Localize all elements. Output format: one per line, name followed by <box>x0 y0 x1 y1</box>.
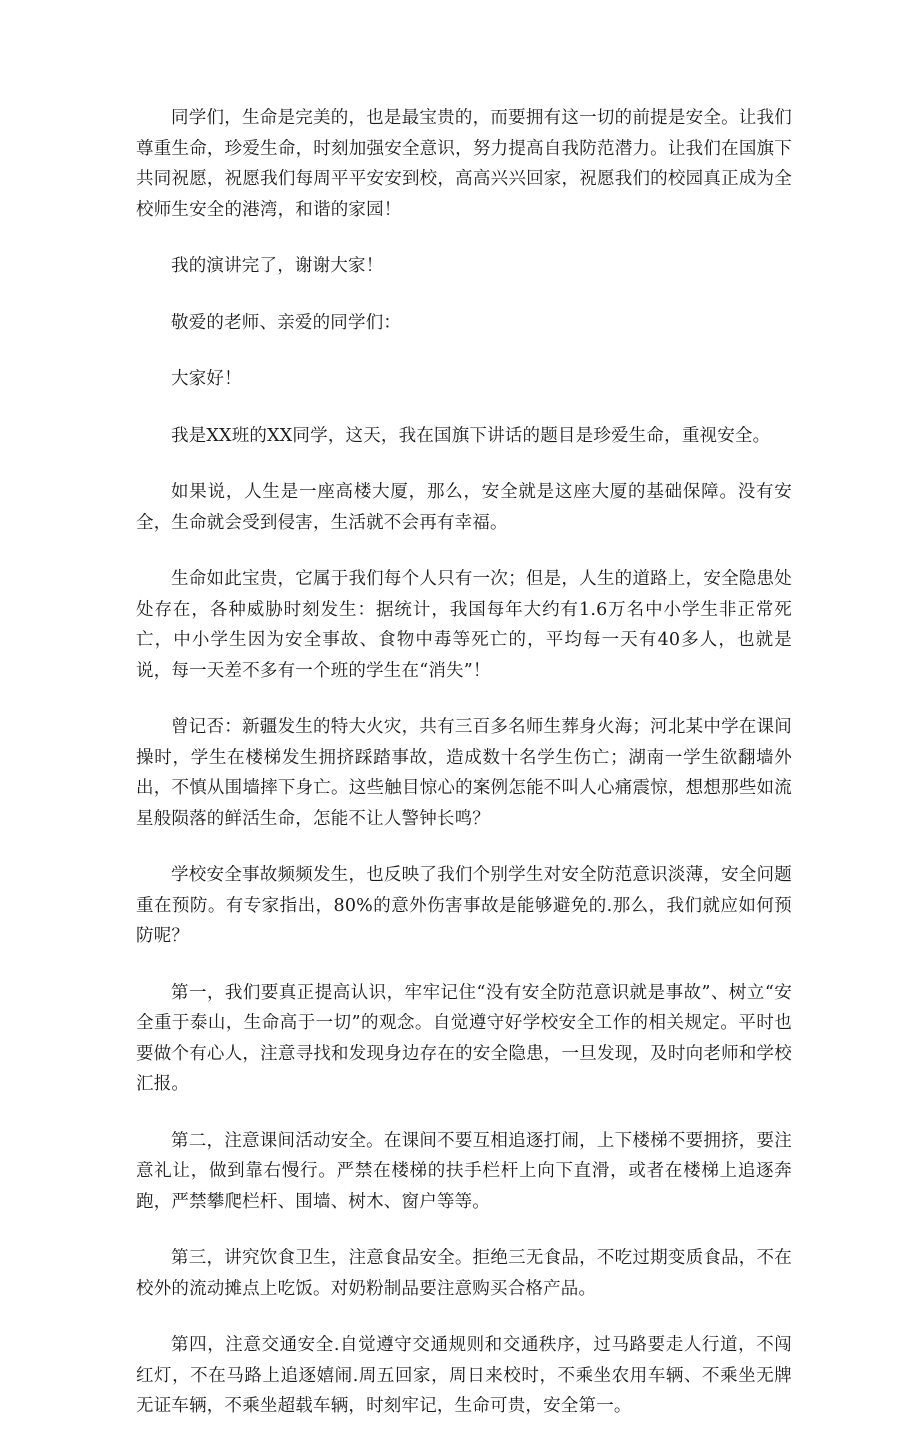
paragraph: 同学们，生命是完美的，也是最宝贵的，而要拥有这一切的前提是安全。让我们尊重生命，珍爱生命，时刻加强安全意识，努力提高自我防范潜力。让我们在国旗下共同祝愿，祝愿我们每周平平安安到校，高高兴兴回家，祝愿我们的校园真正成为全校师生安全的港湾，和谐的家园！ <box>136 108 792 220</box>
paragraph: 第三，讲究饮食卫生，注意食品安全。拒绝三无食品，不吃过期变质食品，不在校外的流动摊点上吃饭。对奶粉制品要注意购买合格产品。 <box>136 1248 792 1299</box>
document-body <box>136 103 792 1448</box>
paragraph: 第四，注意交通安全.自觉遵守交通规则和交通秩序，过马路要走人行道，不闯红灯，不在马路上追逐嬉闹.周五回家，周日来校时，不乘坐农用车辆、不乘坐无牌无证车辆，不乘坐超载车辆，时刻牢记，生命可贵，安全第一。 <box>136 1335 792 1416</box>
paragraph: 我的演讲完了，谢谢大家！ <box>171 256 384 276</box>
paragraph: 学校安全事故频频发生，也反映了我们个别学生对安全防范意识淡薄，安全问题重在预防。有专家指出，80%的意外伤害事故是能够避免的.那么，我们就应如何预防呢？ <box>136 865 792 946</box>
paragraph: 大家好！ <box>171 369 242 389</box>
paragraph: 生命如此宝贵，它属于我们每个人只有一次；但是，人生的道路上，安全隐患处处存在，各种威胁时刻发生：据统计，我国每年大约有1.6万名中小学生非正常死亡，中小学生因为安全事故、食物中毒等死亡的，平均每一天有40多人，也就是说，每一天差不多有一个班的学生在“消失”！ <box>136 569 792 681</box>
paragraph: 敬爱的老师、亲爱的同学们： <box>171 312 402 333</box>
paragraph: 第一，我们要真正提高认识，牢牢记住“没有安全防范意识就是事故”、树立“安全重于泰山，生命高于一切”的观念。自觉遵守好学校安全工作的相关规定。平时也要做个有心人，注意寻找和发现身边存在的安全隐患，一旦发现，及时向老师和学校汇报。 <box>136 982 792 1094</box>
paragraph: 第二，注意课间活动安全。在课间不要互相追逐打闹，上下楼梯不要拥挤，要注意礼让，做到靠右慢行。严禁在楼梯的扶手栏杆上向下直滑，或者在楼梯上追逐奔跑，严禁攀爬栏杆、围墙、树木、窗户等等。 <box>136 1130 792 1212</box>
paragraph: 如果说，人生是一座高楼大厦，那么，安全就是这座大厦的基础保障。没有安全，生命就会受到侵害，生活就不会再有幸福。 <box>136 482 792 533</box>
paragraph: 我是XX班的XX同学，这天，我在国旗下讲话的题目是珍爱生命，重视安全。 <box>171 425 771 446</box>
paragraph: 曾记否：新疆发生的特大火灾，共有三百多名师生葬身火海；河北某中学在课间操时，学生在楼梯发生拥挤踩踏事故，造成数十名学生伤亡；湖南一学生欲翻墙外出，不慎从围墙摔下身亡。这些触目惊心的案例怎能不叫人心痛震惊，想想那些如流星般陨落的鲜活生命，怎能不让人警钟长鸣？ <box>136 717 792 829</box>
